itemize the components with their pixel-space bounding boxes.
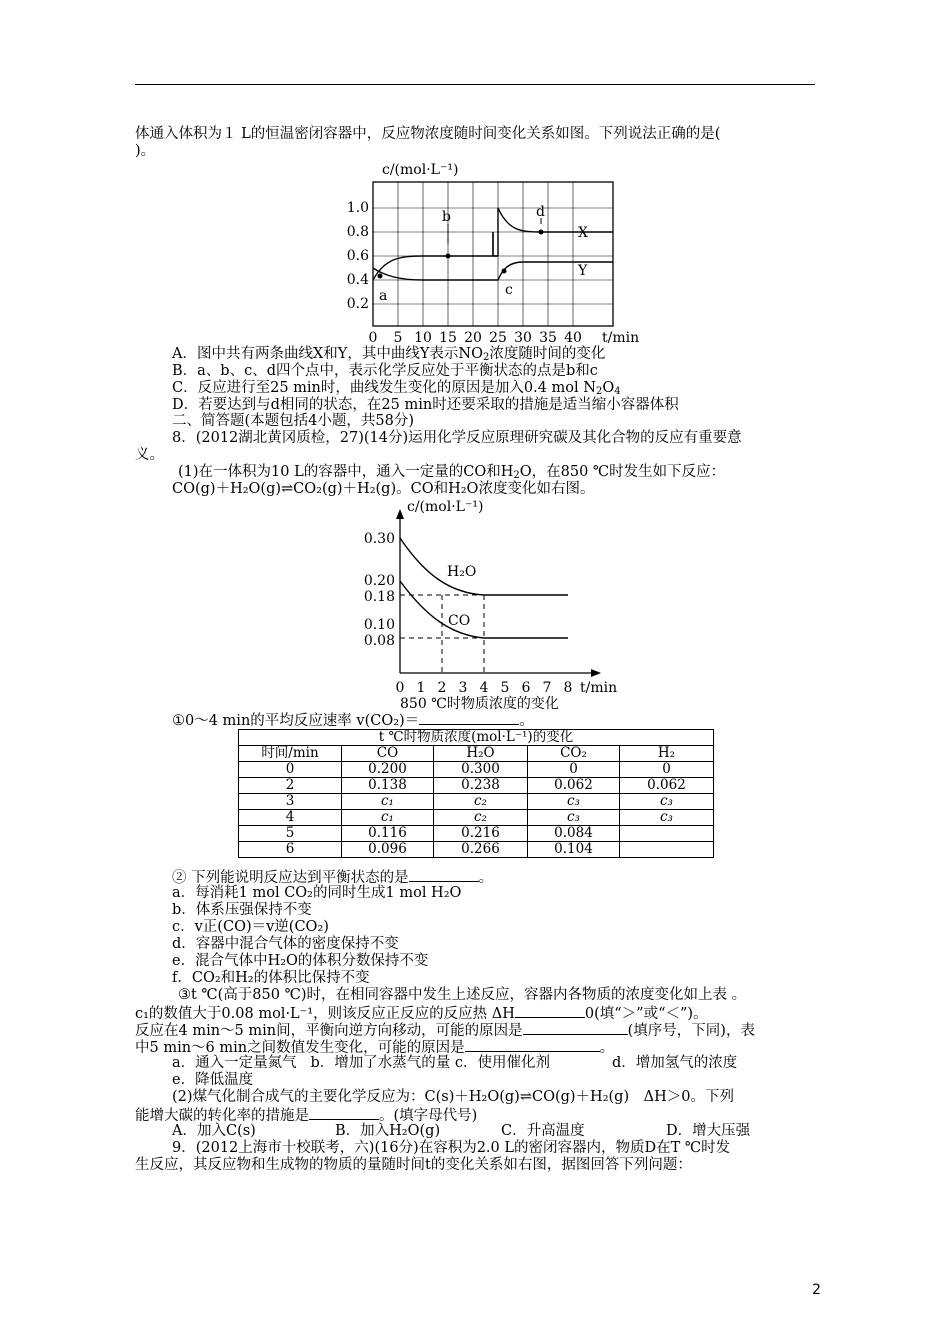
chart2-ytick: 0.10 [363, 617, 395, 633]
q7-option-b: B．a、b、c、d四个点中，表示化学反应处于平衡状态的点是b和c [172, 363, 598, 379]
q8-equilibrium-question: ② 下列能说明反应达到平衡状态的是 。 [172, 870, 494, 886]
table-cell: c₃ [528, 794, 620, 810]
chart2-xtick: 6 [521, 680, 531, 696]
q7-option-a: A．图中共有两条曲线X和Y，其中曲线Y表示$NO_2$浓度随时间的变化 [172, 346, 606, 363]
q8-2-option-b: b．体系压强保持不变 [172, 902, 312, 918]
chart1-xtick: 40 [564, 330, 582, 346]
chart1-xtick: 30 [514, 330, 532, 346]
q8-3-line1: ③t ℃(高于850 ℃)时，在相同容器中发生上述反应，容器内各物质的浓度变化如上表 。 [178, 987, 747, 1003]
table-cell: 0.104 [528, 842, 620, 858]
chart2-xtick: 7 [542, 680, 552, 696]
chart1-point-label-b: b [442, 209, 451, 225]
concentration-table [238, 729, 714, 858]
q9-line1: 9．(2012上海市十校联考，六)(16分)在容积为2.0 L的密闭容器内，物质D在T ℃时发 [172, 1140, 731, 1156]
chart2-ylabel: c/(mol·L⁻¹) [407, 499, 484, 515]
table-cell: 0.116 [342, 826, 434, 842]
q7-stem-line1: 体通入体积为１ L的恒温密闭容器中，反应物浓度随时间变化关系如图。下列说法正确的是( [135, 126, 721, 142]
section-title: 二、简答题(本题包括4小题，共58分) [172, 413, 414, 429]
table-cell: c₁ [342, 794, 434, 810]
table-cell: c₁ [342, 810, 434, 826]
table-cell: 0.300 [434, 762, 528, 778]
chart1-point-label-c: c [505, 282, 513, 298]
chart1-xtick: 10 [414, 330, 432, 346]
table-cell: 0.200 [342, 762, 434, 778]
table-cell: 6 [239, 842, 342, 858]
chart2-curve-label-co: CO [448, 613, 471, 629]
table-cell: 3 [239, 794, 342, 810]
q8-4-options: A．加入C(s) B．加入H₂O(g) C．升高温度 D．增大压强 [172, 1123, 751, 1139]
chart1-ytick: 0.2 [346, 296, 369, 312]
q8-3-option-e: e．降低温度 [172, 1072, 254, 1088]
chart1-xtick: 25 [489, 330, 507, 346]
table-header: H₂ [620, 746, 714, 762]
answer-blank-carbon[interactable] [309, 1106, 379, 1120]
chart1-xtick: 5 [393, 330, 403, 346]
table-cell: c₂ [434, 794, 528, 810]
chart2-xtick: 0 [395, 680, 405, 696]
chart2-xtick: 1 [416, 680, 426, 696]
table-title: t ℃时物质浓度(mol·L⁻¹)的变化 [239, 730, 714, 746]
table-header: H₂O [434, 746, 528, 762]
chart1-xtick: 15 [439, 330, 457, 346]
table-row [239, 826, 714, 842]
table-cell: 4 [239, 810, 342, 826]
table-cell: 0.216 [434, 826, 528, 842]
table-header-row [239, 746, 714, 762]
table-cell [620, 842, 714, 858]
chart2-xtick: 5 [500, 680, 510, 696]
table-row [239, 810, 714, 826]
table-cell: 0.062 [620, 778, 714, 794]
table-row [239, 778, 714, 794]
table-cell [620, 826, 714, 842]
chart2-xtick: 2 [437, 680, 447, 696]
q8-3-options-row1: a．通入一定量氮气 b．增加了水蒸气的量 c．使用催化剂 d．增加氢气的浓度 [172, 1055, 738, 1071]
chart2-xtick: 8 [563, 680, 573, 696]
chart-concentration-time-2 [355, 495, 645, 710]
table-cell: c₃ [620, 810, 714, 826]
table-cell: 2 [239, 778, 342, 794]
table-cell: 0.266 [434, 842, 528, 858]
chart2-ytick: 0.08 [363, 633, 395, 649]
chart1-point-label-a: a [379, 288, 388, 304]
chart2-xtick: 3 [458, 680, 468, 696]
chart2-ytick: 0.20 [363, 573, 395, 589]
q7-option-d: D．若要达到与d相同的状态，在25 min时还要采取的措施是适当缩小容器体积 [172, 397, 679, 413]
table-cell: 0 [620, 762, 714, 778]
answer-blank-cause1[interactable] [523, 1021, 628, 1035]
table-header: CO₂ [528, 746, 620, 762]
table-cell: 0.096 [342, 842, 434, 858]
q8-3-line4: 中5 min～6 min之间数值发生变化，可能的原因是 。 [135, 1040, 615, 1056]
q8-3-line3: 反应在4 min～5 min间，平衡向逆方向移动，可能的原因是 (填序号，下同)，表 [135, 1023, 755, 1039]
q9-line2: 生反应，其反应物和生成物的物质的量随时间t的变化关系如右图，据图回答下列问题： [135, 1157, 692, 1173]
table-cell: 0 [528, 762, 620, 778]
table-cell: 0.084 [528, 826, 620, 842]
q8-intro-line1: 8．(2012湖北黄冈质检，27)(14分)运用化学反应原理研究碳及其化合物的反应有重要意 [172, 430, 742, 446]
chart-concentration-time-1 [340, 158, 670, 348]
chart1-point-label-d: d [536, 204, 545, 220]
q8-3-line2: c₁的数值大于0.08 mol·L⁻¹，则该反应正反应的反应热 ΔH 0(填“＞”或“＜”)。 [135, 1006, 708, 1022]
chart2-xtick: 4 [479, 680, 489, 696]
q8-2-option-a: a．每消耗1 mol CO₂的同时生成1 mol H₂O [172, 885, 462, 901]
chart1-ytick: 0.6 [346, 248, 369, 264]
table-cell: c₂ [434, 810, 528, 826]
q7-option-c: C．反应进行至25 min时，曲线发生变化的原因是加入0.4 mol $N_2O_4$ [172, 380, 621, 397]
page-number: 2 [812, 1282, 821, 1298]
chart2-xlabel: t/min [580, 680, 618, 696]
header-rule [135, 84, 815, 85]
table-cell: 0.238 [434, 778, 528, 794]
chart1-xlabel: t/min [602, 330, 640, 346]
q7-stem-line2: )。 [135, 143, 156, 159]
answer-blank-cause2[interactable] [465, 1038, 600, 1052]
table-cell: c₃ [528, 810, 620, 826]
chart2-curve-label-h2o: H₂O [447, 564, 477, 580]
answer-blank-equilibrium[interactable] [409, 868, 479, 882]
q8-2-option-c: c．v正(CO)＝v逆(CO₂) [172, 919, 329, 935]
q8-2-option-f: f．CO₂和H₂的体积比保持不变 [172, 970, 370, 986]
chart1-xtick: 20 [464, 330, 482, 346]
q8-2-option-e: e．混合气体中H₂O的体积分数保持不变 [172, 953, 429, 969]
table-row [239, 762, 714, 778]
chart1-xtick: 0 [368, 330, 378, 346]
q8-4-line1: (2)煤气化制合成气的主要化学反应为：C(s)＋H₂O(g)⇌CO(g)＋H₂(g) ΔH＞0。下列 [172, 1089, 734, 1105]
table-cell: 0.138 [342, 778, 434, 794]
chart1-curve-label-y: Y [578, 263, 588, 279]
q8-4-line2: 能增大碳的转化率的措施是 。(填字母代号) [135, 1108, 478, 1124]
answer-blank-deltaH[interactable] [515, 1004, 585, 1018]
answer-blank-rate[interactable] [419, 711, 519, 725]
table-cell: 0 [239, 762, 342, 778]
chart2-caption: 850 ℃时物质浓度的变化 [400, 696, 559, 710]
chart1-xtick: 35 [539, 330, 557, 346]
q8-rate-question: ①0～4 min的平均反应速率 v(CO₂)＝ 。 [172, 713, 534, 729]
chart1-curve-label-x: X [578, 225, 588, 241]
chart1-ytick: 1.0 [346, 200, 369, 216]
chart2-ytick: 0.30 [363, 531, 395, 547]
chart2-ytick: 0.18 [363, 589, 395, 605]
table-row [239, 794, 714, 810]
q8-part1: (1)在一体积为10 L的容器中，通入一定量的CO和$H_2O$，在850 ℃时发生如下反应： [178, 464, 726, 481]
chart1-ytick: 0.4 [346, 272, 369, 288]
table-header: 时间/min [239, 746, 342, 762]
q8-intro-line2: 义。 [135, 447, 164, 463]
q8-2-option-d: d．容器中混合气体的密度保持不变 [172, 936, 399, 952]
table-cell: 5 [239, 826, 342, 842]
chart1-ytick: 0.8 [346, 224, 369, 240]
table-header: CO [342, 746, 434, 762]
table-row [239, 842, 714, 858]
q8-equation: CO(g)＋H₂O(g)⇌CO₂(g)＋H₂(g)。CO和H₂O浓度变化如右图。 [172, 481, 595, 497]
chart1-ylabel: c/(mol·L⁻¹) [382, 162, 459, 178]
table-cell: 0.062 [528, 778, 620, 794]
table-cell: c₃ [620, 794, 714, 810]
